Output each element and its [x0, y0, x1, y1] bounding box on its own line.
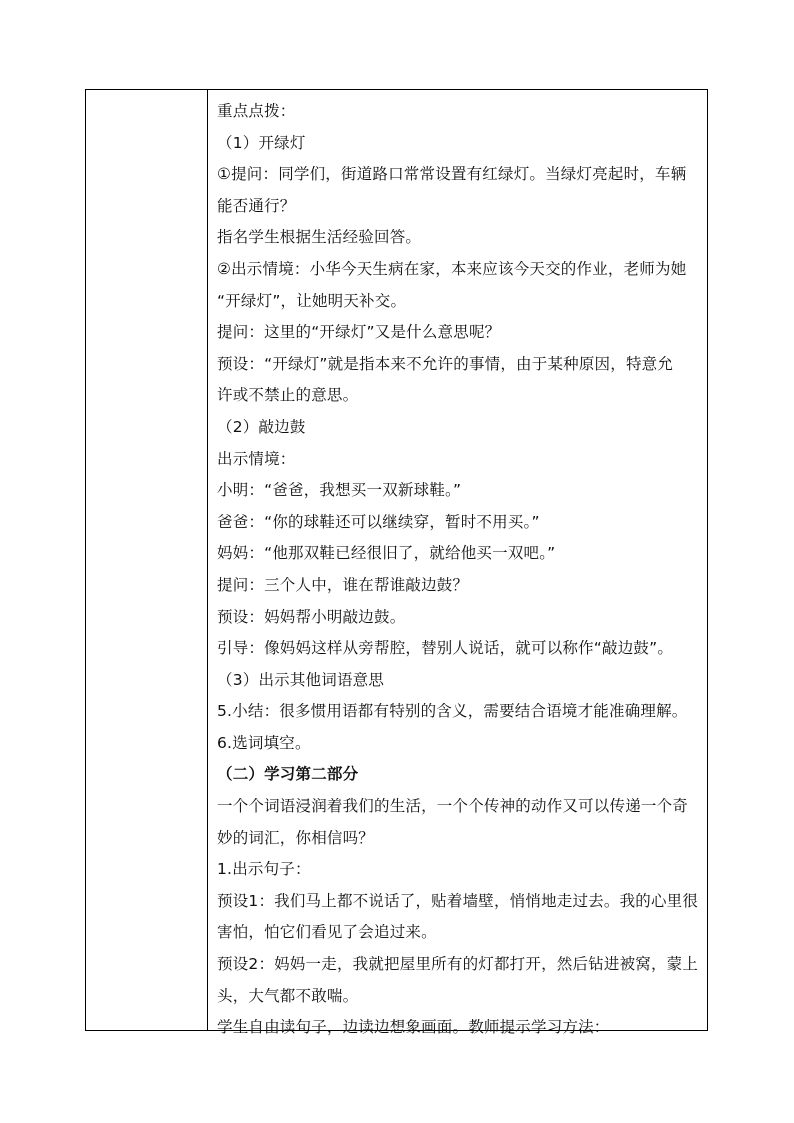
text-line: 一个个词语浸润着我们的生活，一个个传神的动作又可以传递一个奇 [217, 797, 689, 816]
text-line: 预设2：妈妈一走，我就把屋里所有的灯都打开，然后钻进被窝，蒙上 [217, 955, 699, 974]
text-line: 预设：“开绿灯”就是指本来不允许的事情，由于某种原因，特意允 [217, 354, 674, 373]
column-divider [207, 90, 208, 1030]
table-left-cell [86, 90, 207, 1030]
text-line: 预设：妈妈帮小明敲边鼓。 [217, 607, 406, 626]
text-line: 害怕，怕它们看见了会追过来。 [217, 923, 437, 942]
text-line: 6.选词填空。 [217, 733, 311, 752]
lesson-plan-table [85, 89, 708, 1037]
text-line: 提问：这里的“开绿灯”又是什么意思呢？ [217, 323, 501, 342]
table-right-cell [217, 96, 701, 1044]
text-line: 指名学生根据生活经验回答。 [217, 228, 422, 247]
text-line: 爸爸：“你的球鞋还可以继续穿，暂时不用买。” [217, 512, 540, 531]
text-line: （二）学习第二部分 [217, 765, 359, 784]
text-line: 许或不禁止的意思。 [217, 386, 359, 405]
text-line: 引导：像妈妈这样从旁帮腔，替别人说话，就可以称作“敲边鼓”。 [217, 639, 674, 658]
text-line: 出示情境： [217, 449, 296, 468]
text-line: 1.出示句子： [217, 860, 311, 879]
text-line: 能否通行？ [217, 196, 296, 215]
text-line: 妙的词汇，你相信吗？ [217, 828, 375, 847]
text-line: 预设1：我们马上都不说话了，贴着墙壁，悄悄地走过去。我的心里很 [217, 891, 699, 910]
text-line: 学生自由读句子，边读边想象画面。教师提示学习方法： [217, 1018, 610, 1037]
text-line: 提问：三个人中，谁在帮谁敲边鼓？ [217, 575, 469, 594]
text-line: （1）开绿灯 [217, 133, 306, 152]
text-line: 妈妈：“他那双鞋已经很旧了，就给他买一双吧。” [217, 544, 556, 563]
text-line: 小明：“爸爸，我想买一双新球鞋。” [217, 481, 462, 500]
text-line: 头，大气都不敢喘。 [217, 986, 359, 1005]
text-line: “开绿灯”，让她明天补交。 [217, 291, 407, 310]
text-line: （2）敲边鼓 [217, 417, 306, 436]
text-line: 重点点拨： [217, 102, 296, 120]
text-line: （3）出示其他词语意思 [217, 670, 385, 689]
text-line: ②出示情境：小华今天生病在家，本来应该今天交的作业，老师为她 [217, 259, 687, 278]
text-line: ①提问：同学们，街道路口常常设置有红绿灯。当绿灯亮起时，车辆 [217, 165, 687, 184]
text-line: 5.小结：很多惯用语都有特别的含义，需要结合语境才能准确理解。 [217, 702, 688, 721]
